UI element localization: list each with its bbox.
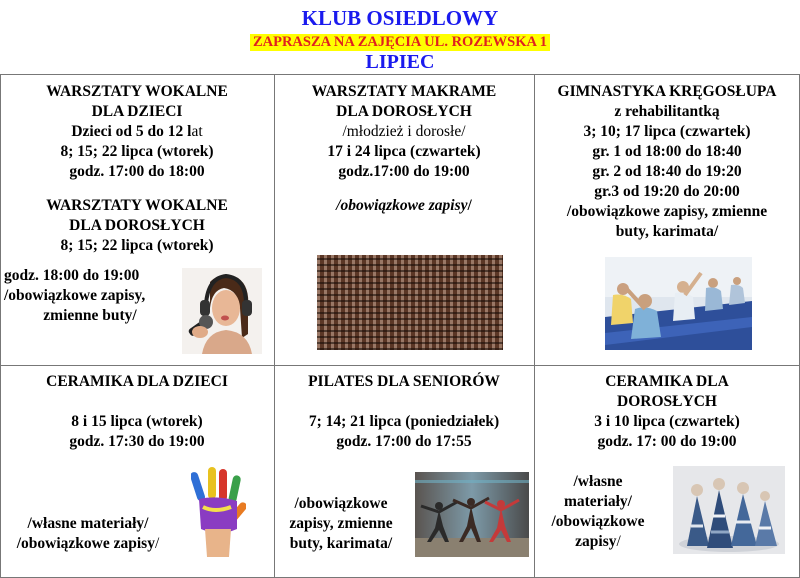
singer-photo — [182, 268, 262, 354]
makrame-weave-photo — [317, 255, 503, 350]
makrame-hours: godz.17:00 do 19:00 — [338, 163, 470, 180]
pilates-illustration — [415, 472, 529, 557]
table-border-top — [0, 74, 800, 75]
pilates-note-1: /obowiązkowe — [294, 495, 388, 512]
kids-ceramics-note-1: /własne materiały/ — [27, 515, 149, 532]
cell-wokalne — [0, 82, 274, 256]
adult-ceramics-hours: godz. 17: 00 do 19:00 — [597, 433, 737, 450]
gym-group-2: gr. 2 od 18:40 do 19:20 — [592, 163, 742, 180]
kids-age-main: Dzieci od 5 do 12 l — [71, 123, 192, 140]
gym-group-3: gr.3 od 19:20 do 20:00 — [594, 183, 740, 200]
singer-illustration — [182, 268, 262, 354]
adult-ceramics-note-4-main: zapisy — [575, 533, 617, 550]
adult-vocal-note-2: zmienne buty/ — [43, 307, 137, 324]
kids-ceramics-hours: godz. 17:30 do 19:00 — [69, 433, 205, 450]
kids-ceramics-notes — [4, 514, 172, 554]
kids-vocal-hours: godz. 17:00 do 18:00 — [69, 163, 205, 180]
makrame-dates: 17 i 24 lipca (czwartek) — [327, 143, 481, 160]
makrame-title-2: DLA DOROSŁYCH — [336, 103, 472, 120]
makrame-title: WARSZTATY MAKRAME — [311, 83, 497, 100]
gym-group-1: gr. 1 od 18:00 do 18:40 — [592, 143, 742, 160]
gym-subtitle: z rehabilitantką — [614, 103, 720, 120]
kids-ceramics-title: CERAMIKA DLA DZIECI — [46, 373, 228, 390]
adult-ceramics-note-4-end: / — [616, 533, 621, 550]
gym-note-2: buty, karimata/ — [615, 223, 719, 240]
adult-vocal-hours: godz. 18:00 do 19:00 — [4, 267, 140, 284]
adult-vocal-title-2: DLA DOROSŁYCH — [69, 217, 205, 234]
invitation-text: ZAPRASZA NA ZAJĘCIA UL. ROZEWSKA 1 — [250, 34, 550, 51]
adult-ceramics-title-2: DOROSŁYCH — [617, 393, 717, 410]
adult-ceramics-note-3: /obowiązkowe — [551, 513, 645, 530]
month-title: LIPIEC — [365, 51, 435, 73]
cell-pilates — [274, 372, 534, 452]
table-row-divider — [0, 365, 800, 366]
kids-ceramics-note-2-main: /obowiązkowe zapisy — [16, 535, 155, 552]
painted-hand-photo — [191, 467, 246, 557]
makrame-audience: /młodzież i dorosłe/ — [342, 123, 466, 140]
painted-hand-illustration — [191, 467, 246, 557]
adult-ceramics-notes — [542, 472, 654, 552]
makrame-note-main: /obowiązkowe zapisy — [336, 197, 468, 214]
ceramic-figures-illustration — [673, 466, 785, 554]
pilates-notes — [282, 494, 400, 554]
kids-ceramics-note-2-end: / — [154, 535, 160, 552]
adult-ceramics-note-4 — [542, 532, 654, 552]
kids-vocal-dates: 8; 15; 22 lipca (wtorek) — [60, 143, 214, 160]
pilates-note-3: buty, karimata/ — [289, 535, 393, 552]
kids-age-end: at — [191, 123, 203, 140]
adult-vocal-note-wrap — [20, 306, 160, 326]
gym-illustration — [605, 257, 752, 350]
gym-dates: 3; 10; 17 lipca (czwartek) — [583, 123, 751, 140]
adult-ceramics-title: CERAMIKA DLA — [605, 373, 729, 390]
pilates-title: PILATES DLA SENIORÓW — [308, 373, 500, 390]
kids-vocal-title-2: DLA DZIECI — [91, 103, 183, 120]
pilates-photo — [415, 472, 529, 557]
cell-gimnastyka — [534, 82, 800, 242]
adult-vocal-details — [4, 266, 145, 306]
adult-vocal-title: WARSZTATY WOKALNE — [46, 197, 228, 214]
cell-ceramika-dorosli — [534, 372, 800, 452]
adult-vocal-dates: 8; 15; 22 lipca (wtorek) — [60, 237, 214, 254]
makrame-note-end: / — [467, 197, 472, 214]
gym-class-photo — [605, 257, 752, 350]
makrame-note — [274, 196, 534, 216]
kids-ceramics-note-2 — [4, 534, 172, 554]
kids-vocal-title: WARSZTATY WOKALNE — [46, 83, 228, 100]
pilates-hours: godz. 17:00 do 17:55 — [336, 433, 472, 450]
kids-ceramics-dates: 8 i 15 lipca (wtorek) — [71, 413, 203, 430]
kids-age — [0, 122, 274, 142]
adult-ceramics-note-2: materiały/ — [563, 493, 632, 510]
pilates-note-2: zapisy, zmienne — [289, 515, 393, 532]
adult-vocal-note-1: /obowiązkowe zapisy, — [4, 287, 146, 304]
invitation-banner — [0, 33, 800, 51]
gym-title: GIMNASTYKA KRĘGOSŁUPA — [557, 83, 777, 100]
cell-ceramika-dzieci — [0, 372, 274, 452]
adult-ceramics-dates: 3 i 10 lipca (czwartek) — [594, 413, 740, 430]
pilates-dates: 7; 14; 21 lipca (poniedziałek) — [308, 413, 500, 430]
cell-makrame — [274, 82, 534, 216]
gym-note-1: /obowiązkowe zapisy, zmienne — [566, 203, 768, 220]
ceramic-figures-photo — [673, 466, 785, 554]
adult-ceramics-note-1: /własne — [573, 473, 623, 490]
club-title: KLUB OSIEDLOWY — [301, 6, 499, 30]
poster-header — [0, 0, 800, 74]
